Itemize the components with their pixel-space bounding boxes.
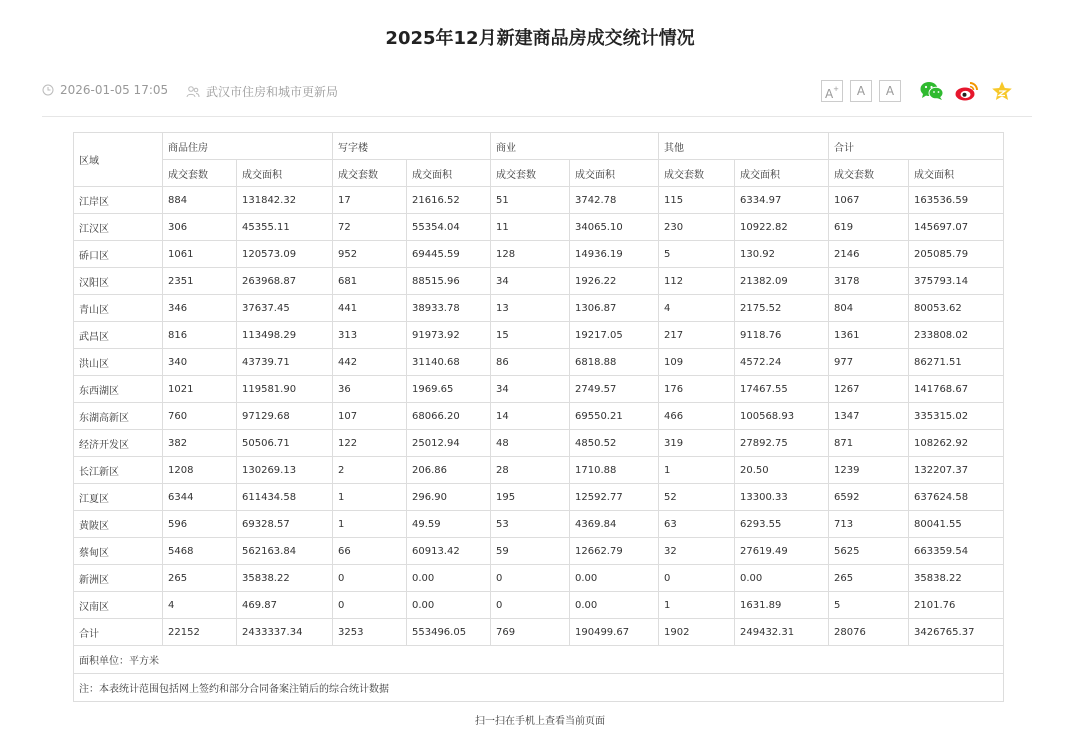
commercial-units-cell: 0 — [491, 592, 570, 619]
other-area-cell: 100568.93 — [735, 403, 829, 430]
commercial-area-cell: 4369.84 — [570, 511, 659, 538]
total-units-cell: 265 — [829, 565, 909, 592]
office-units-cell: 313 — [333, 322, 407, 349]
commercial-units-cell: 34 — [491, 268, 570, 295]
other-units-cell: 52 — [659, 484, 735, 511]
publish-source — [186, 83, 338, 100]
total-area-cell: 141768.67 — [909, 376, 1004, 403]
other-units-cell: 115 — [659, 187, 735, 214]
total-units-cell: 1347 — [829, 403, 909, 430]
region-cell: 江汉区 — [74, 214, 163, 241]
residential-units-cell: 4 — [163, 592, 237, 619]
region-header: 区域 — [74, 133, 163, 187]
commercial-area-cell: 14936.19 — [570, 241, 659, 268]
total-units-cell: 28076 — [829, 619, 909, 646]
total-units-cell: 1361 — [829, 322, 909, 349]
other-area-cell: 10922.82 — [735, 214, 829, 241]
total-area-cell: 637624.58 — [909, 484, 1004, 511]
residential-area-cell: 43739.71 — [237, 349, 333, 376]
office-units-cell: 441 — [333, 295, 407, 322]
region-cell: 黄陂区 — [74, 511, 163, 538]
page-title: 2025年12月新建商品房成交统计情况 — [385, 28, 695, 49]
clock-icon — [42, 84, 54, 96]
other-area-cell: 13300.33 — [735, 484, 829, 511]
total-area-cell: 205085.79 — [909, 241, 1004, 268]
residential-units-cell: 5468 — [163, 538, 237, 565]
commercial-units-cell: 59 — [491, 538, 570, 565]
qr-scan-tip: 扫一扫在手机上查看当前页面 — [475, 716, 605, 727]
table-row — [74, 322, 1004, 349]
commercial-units-cell: 34 — [491, 376, 570, 403]
total-area-cell: 163536.59 — [909, 187, 1004, 214]
other-area-cell: 4572.24 — [735, 349, 829, 376]
commercial-area-cell: 0.00 — [570, 592, 659, 619]
total-area-cell: 108262.92 — [909, 430, 1004, 457]
residential-units-cell: 6344 — [163, 484, 237, 511]
table-row — [74, 484, 1004, 511]
commercial-area-cell: 1306.87 — [570, 295, 659, 322]
residential-units-cell: 1061 — [163, 241, 237, 268]
residential-area-cell: 611434.58 — [237, 484, 333, 511]
other-area-cell: 6293.55 — [735, 511, 829, 538]
other-area-cell: 27892.75 — [735, 430, 829, 457]
office-area-cell: 1969.65 — [407, 376, 491, 403]
total-area-cell: 3426765.37 — [909, 619, 1004, 646]
share-wechat-button[interactable] — [919, 80, 945, 102]
total-units-cell: 6592 — [829, 484, 909, 511]
commercial-units-cell: 48 — [491, 430, 570, 457]
table-row — [74, 457, 1004, 484]
commercial-area-cell: 0.00 — [570, 565, 659, 592]
total-units-cell: 3178 — [829, 268, 909, 295]
other-units-cell: 4 — [659, 295, 735, 322]
other-units-cell: 5 — [659, 241, 735, 268]
office-units-cell: 1 — [333, 511, 407, 538]
unit-note-row — [74, 646, 1004, 674]
commercial-units-cell: 128 — [491, 241, 570, 268]
total-units-cell: 619 — [829, 214, 909, 241]
residential-area-cell: 50506.71 — [237, 430, 333, 457]
publish-source-text: 武汉市住房和城市更新局 — [206, 85, 339, 99]
residential-area-cell: 119581.90 — [237, 376, 333, 403]
commercial-area-cell: 4850.52 — [570, 430, 659, 457]
commercial-area-cell: 190499.67 — [570, 619, 659, 646]
table-row — [74, 187, 1004, 214]
table-row — [74, 403, 1004, 430]
residential-units-cell: 884 — [163, 187, 237, 214]
footnote-row — [74, 674, 1004, 702]
office-units-cell: 122 — [333, 430, 407, 457]
other-units-cell: 1 — [659, 592, 735, 619]
table-group-header-row — [74, 133, 1004, 160]
region-cell: 江夏区 — [74, 484, 163, 511]
office-units-cell: 0 — [333, 565, 407, 592]
table-row — [74, 565, 1004, 592]
office-units-cell: 17 — [333, 187, 407, 214]
region-cell: 武昌区 — [74, 322, 163, 349]
font-large-plus: + — [833, 85, 840, 93]
commercial-area-cell: 69550.21 — [570, 403, 659, 430]
office-units-cell: 72 — [333, 214, 407, 241]
residential-area-cell: 469.87 — [237, 592, 333, 619]
commercial-units-cell: 15 — [491, 322, 570, 349]
commercial-area-cell: 1926.22 — [570, 268, 659, 295]
residential-area-cell: 69328.57 — [237, 511, 333, 538]
residential-area-cell: 37637.45 — [237, 295, 333, 322]
other-area-cell: 2175.52 — [735, 295, 829, 322]
weibo-icon — [954, 80, 980, 102]
total-area-cell: 132207.37 — [909, 457, 1004, 484]
other-area-cell: 130.92 — [735, 241, 829, 268]
table-row — [74, 592, 1004, 619]
region-cell: 蔡甸区 — [74, 538, 163, 565]
table-body — [74, 187, 1004, 646]
office-units-cell: 2 — [333, 457, 407, 484]
sub-header-area: 成交面积 — [909, 160, 1004, 187]
total-area-cell: 145697.07 — [909, 214, 1004, 241]
total-units-cell: 2146 — [829, 241, 909, 268]
region-cell: 硚口区 — [74, 241, 163, 268]
total-area-cell: 663359.54 — [909, 538, 1004, 565]
group-header-commercial: 商业 — [491, 133, 659, 160]
commercial-units-cell: 195 — [491, 484, 570, 511]
residential-units-cell: 2351 — [163, 268, 237, 295]
region-cell: 青山区 — [74, 295, 163, 322]
office-area-cell: 553496.05 — [407, 619, 491, 646]
commercial-area-cell: 12662.79 — [570, 538, 659, 565]
residential-units-cell: 340 — [163, 349, 237, 376]
sub-header-area: 成交面积 — [735, 160, 829, 187]
font-size-large-button[interactable] — [821, 80, 843, 102]
article-meta-bar — [42, 80, 1032, 102]
commercial-area-cell: 34065.10 — [570, 214, 659, 241]
office-units-cell: 952 — [333, 241, 407, 268]
font-size-small-button[interactable] — [879, 80, 901, 102]
other-units-cell: 230 — [659, 214, 735, 241]
total-units-cell: 977 — [829, 349, 909, 376]
other-units-cell: 109 — [659, 349, 735, 376]
total-units-cell: 871 — [829, 430, 909, 457]
residential-units-cell: 265 — [163, 565, 237, 592]
region-cell: 东西湖区 — [74, 376, 163, 403]
sub-header-area: 成交面积 — [237, 160, 333, 187]
office-area-cell: 0.00 — [407, 592, 491, 619]
table-row — [74, 241, 1004, 268]
residential-area-cell: 2433337.34 — [237, 619, 333, 646]
group-header-total: 合计 — [829, 133, 1004, 160]
region-cell: 经济开发区 — [74, 430, 163, 457]
group-header-office: 写字楼 — [333, 133, 491, 160]
residential-area-cell: 131842.32 — [237, 187, 333, 214]
other-units-cell: 32 — [659, 538, 735, 565]
share-weibo-button[interactable] — [954, 80, 980, 102]
table-row — [74, 295, 1004, 322]
other-units-cell: 0 — [659, 565, 735, 592]
residential-area-cell: 562163.84 — [237, 538, 333, 565]
total-area-cell: 233808.02 — [909, 322, 1004, 349]
wechat-icon — [919, 80, 945, 102]
sub-header-units: 成交套数 — [829, 160, 909, 187]
region-cell: 汉阳区 — [74, 268, 163, 295]
residential-units-cell: 306 — [163, 214, 237, 241]
region-cell: 合计 — [74, 619, 163, 646]
total-area-cell: 375793.14 — [909, 268, 1004, 295]
commercial-units-cell: 13 — [491, 295, 570, 322]
table-footnote: 注：本表统计范围包括网上签约和部分合同备案注销后的综合统计数据 — [74, 674, 1004, 702]
residential-area-cell: 35838.22 — [237, 565, 333, 592]
office-units-cell: 0 — [333, 592, 407, 619]
font-medium-letter: A — [856, 84, 866, 98]
office-area-cell: 55354.04 — [407, 214, 491, 241]
other-area-cell: 20.50 — [735, 457, 829, 484]
other-units-cell: 63 — [659, 511, 735, 538]
other-area-cell: 249432.31 — [735, 619, 829, 646]
font-size-medium-button[interactable] — [850, 80, 872, 102]
commercial-units-cell: 53 — [491, 511, 570, 538]
unit-note: 面积单位：平方米 — [74, 646, 1004, 674]
favorite-button[interactable] — [990, 80, 1016, 102]
office-area-cell: 49.59 — [407, 511, 491, 538]
table-row — [74, 349, 1004, 376]
residential-area-cell: 263968.87 — [237, 268, 333, 295]
office-units-cell: 107 — [333, 403, 407, 430]
office-units-cell: 1 — [333, 484, 407, 511]
group-header-other: 其他 — [659, 133, 829, 160]
region-cell: 新洲区 — [74, 565, 163, 592]
other-units-cell: 1902 — [659, 619, 735, 646]
table-row — [74, 214, 1004, 241]
other-units-cell: 112 — [659, 268, 735, 295]
sub-header-units: 成交套数 — [163, 160, 237, 187]
commercial-area-cell: 6818.88 — [570, 349, 659, 376]
other-units-cell: 176 — [659, 376, 735, 403]
region-cell: 长江新区 — [74, 457, 163, 484]
people-icon — [186, 85, 200, 98]
commercial-area-cell: 3742.78 — [570, 187, 659, 214]
total-units-cell: 1239 — [829, 457, 909, 484]
total-area-cell: 35838.22 — [909, 565, 1004, 592]
office-area-cell: 31140.68 — [407, 349, 491, 376]
residential-units-cell: 596 — [163, 511, 237, 538]
total-area-cell: 86271.51 — [909, 349, 1004, 376]
residential-area-cell: 130269.13 — [237, 457, 333, 484]
table-row — [74, 268, 1004, 295]
commercial-units-cell: 14 — [491, 403, 570, 430]
other-area-cell: 27619.49 — [735, 538, 829, 565]
office-area-cell: 60913.42 — [407, 538, 491, 565]
commercial-area-cell: 19217.05 — [570, 322, 659, 349]
other-area-cell: 21382.09 — [735, 268, 829, 295]
residential-area-cell: 120573.09 — [237, 241, 333, 268]
total-units-cell: 5 — [829, 592, 909, 619]
region-cell: 洪山区 — [74, 349, 163, 376]
other-area-cell: 9118.76 — [735, 322, 829, 349]
commercial-units-cell: 51 — [491, 187, 570, 214]
office-area-cell: 25012.94 — [407, 430, 491, 457]
header-divider — [42, 116, 1032, 117]
commercial-units-cell: 86 — [491, 349, 570, 376]
residential-units-cell: 760 — [163, 403, 237, 430]
sub-header-area: 成交面积 — [570, 160, 659, 187]
office-units-cell: 66 — [333, 538, 407, 565]
commercial-units-cell: 28 — [491, 457, 570, 484]
residential-units-cell: 1021 — [163, 376, 237, 403]
office-area-cell: 296.90 — [407, 484, 491, 511]
residential-units-cell: 1208 — [163, 457, 237, 484]
office-area-cell: 68066.20 — [407, 403, 491, 430]
total-units-cell: 713 — [829, 511, 909, 538]
office-area-cell: 91973.92 — [407, 322, 491, 349]
residential-units-cell: 382 — [163, 430, 237, 457]
residential-area-cell: 113498.29 — [237, 322, 333, 349]
residential-units-cell: 22152 — [163, 619, 237, 646]
residential-area-cell: 97129.68 — [237, 403, 333, 430]
table-row — [74, 538, 1004, 565]
commercial-area-cell: 1710.88 — [570, 457, 659, 484]
table-row — [74, 619, 1004, 646]
office-units-cell: 681 — [333, 268, 407, 295]
total-units-cell: 5625 — [829, 538, 909, 565]
group-header-residential: 商品住房 — [163, 133, 333, 160]
table-sub-header-row — [74, 160, 1004, 187]
office-area-cell: 69445.59 — [407, 241, 491, 268]
sub-header-units: 成交套数 — [333, 160, 407, 187]
sub-header-area: 成交面积 — [407, 160, 491, 187]
region-cell: 江岸区 — [74, 187, 163, 214]
region-cell: 汉南区 — [74, 592, 163, 619]
sub-header-units: 成交套数 — [491, 160, 570, 187]
font-small-letter: A — [885, 84, 895, 98]
office-area-cell: 0.00 — [407, 565, 491, 592]
commercial-area-cell: 12592.77 — [570, 484, 659, 511]
total-area-cell: 2101.76 — [909, 592, 1004, 619]
region-cell: 东湖高新区 — [74, 403, 163, 430]
office-area-cell: 88515.96 — [407, 268, 491, 295]
sales-stats-table — [73, 132, 1004, 702]
office-area-cell: 38933.78 — [407, 295, 491, 322]
publish-time — [42, 83, 168, 97]
office-units-cell: 442 — [333, 349, 407, 376]
total-units-cell: 1067 — [829, 187, 909, 214]
office-units-cell: 3253 — [333, 619, 407, 646]
other-units-cell: 217 — [659, 322, 735, 349]
commercial-units-cell: 0 — [491, 565, 570, 592]
sub-header-units: 成交套数 — [659, 160, 735, 187]
commercial-units-cell: 769 — [491, 619, 570, 646]
office-units-cell: 36 — [333, 376, 407, 403]
residential-area-cell: 45355.11 — [237, 214, 333, 241]
publish-time-text: 2026-01-05 17:05 — [60, 83, 169, 97]
table-row — [74, 511, 1004, 538]
other-area-cell: 6334.97 — [735, 187, 829, 214]
residential-units-cell: 346 — [163, 295, 237, 322]
residential-units-cell: 816 — [163, 322, 237, 349]
office-area-cell: 21616.52 — [407, 187, 491, 214]
office-area-cell: 206.86 — [407, 457, 491, 484]
other-area-cell: 17467.55 — [735, 376, 829, 403]
other-units-cell: 319 — [659, 430, 735, 457]
table-row — [74, 430, 1004, 457]
total-units-cell: 804 — [829, 295, 909, 322]
commercial-area-cell: 2749.57 — [570, 376, 659, 403]
other-units-cell: 466 — [659, 403, 735, 430]
total-units-cell: 1267 — [829, 376, 909, 403]
commercial-units-cell: 11 — [491, 214, 570, 241]
other-area-cell: 0.00 — [735, 565, 829, 592]
total-area-cell: 80041.55 — [909, 511, 1004, 538]
other-units-cell: 1 — [659, 457, 735, 484]
table-row — [74, 376, 1004, 403]
font-large-letter: A — [824, 87, 834, 101]
total-area-cell: 80053.62 — [909, 295, 1004, 322]
other-area-cell: 1631.89 — [735, 592, 829, 619]
star-icon — [990, 80, 1014, 102]
total-area-cell: 335315.02 — [909, 403, 1004, 430]
